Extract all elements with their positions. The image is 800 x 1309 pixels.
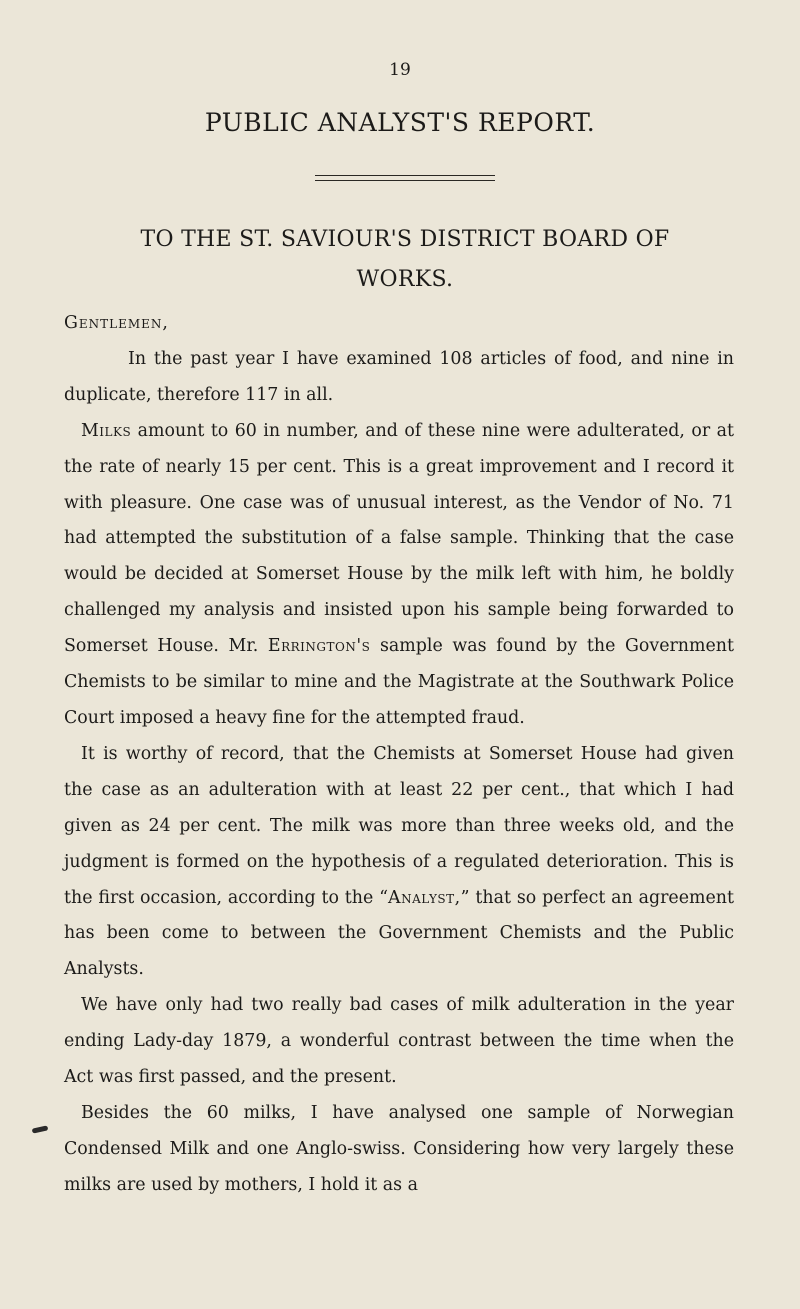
- report-body: [64, 306, 734, 1204]
- paragraph-2-lead: Milks: [81, 420, 132, 441]
- paragraph-3: [64, 737, 734, 988]
- paragraph-3-name: Analyst,: [388, 887, 461, 908]
- page-number: 19: [389, 60, 411, 80]
- title-divider: [315, 175, 495, 181]
- ink-mark: [32, 1125, 49, 1133]
- paragraph-4: We have only had two really bad cases of milk adulteration in the year ending Lady-day 1879, a wonderful contrast between the time when the Act was first passed, and the present.: [64, 995, 734, 1088]
- paragraph-5: Besides the 60 milks, I have analysed one sample of Norwegian Condensed Milk and one Anglo-swiss. Considering how very largely these milks are used by mothers, I hold it as a: [64, 1102, 734, 1195]
- paragraph-2-name: Errington's: [267, 636, 371, 657]
- paragraph-2-text-b: sample was found by the Government Chemists to be similar to mine and the Magistrate at the Southwark Police Court imposed a heavy fine for the attempted fraud.: [64, 636, 734, 728]
- paragraph-1: In the past year I have examined 108 articles of food, and nine in duplicate, therefore 117 in all.: [64, 348, 734, 405]
- report-subtitle: TO THE ST. SAVIOUR'S DISTRICT BOARD OF WORKS.: [140, 227, 670, 292]
- paragraph-3-text-a: It is worthy of record, that the Chemists at Somerset House had given the case as an adulteration with at least 22 per cent., that which I had given as 24 per cent. The milk was more than three weeks old, and the judgment is formed on the hypothesis of a regulated deterioration. This is the first occasion, according to the “: [64, 743, 734, 908]
- salutation: Gentlemen,: [64, 313, 169, 333]
- paragraph-2-text-a: amount to 60 in number, and of these nine were adulterated, or at the rate of nearly 15 per cent. This is a great improvement and I record it with pleasure. One case was of unusual interest, as the Vendor of No. 71 had attempted the substitution of a false sample. Thinking that the case would be decided at Somerset House by the milk left with him, he boldly challenged my analysis and insisted upon his sample being forwarded to Somerset House. Mr.: [64, 420, 734, 657]
- paragraph-2: [64, 414, 734, 737]
- page-title: PUBLIC ANALYST'S REPORT.: [204, 108, 596, 137]
- paragraph-3-text-b: ” that so perfect an agreement has been come to between the Government Chemists and the Public Analysts.: [64, 887, 734, 980]
